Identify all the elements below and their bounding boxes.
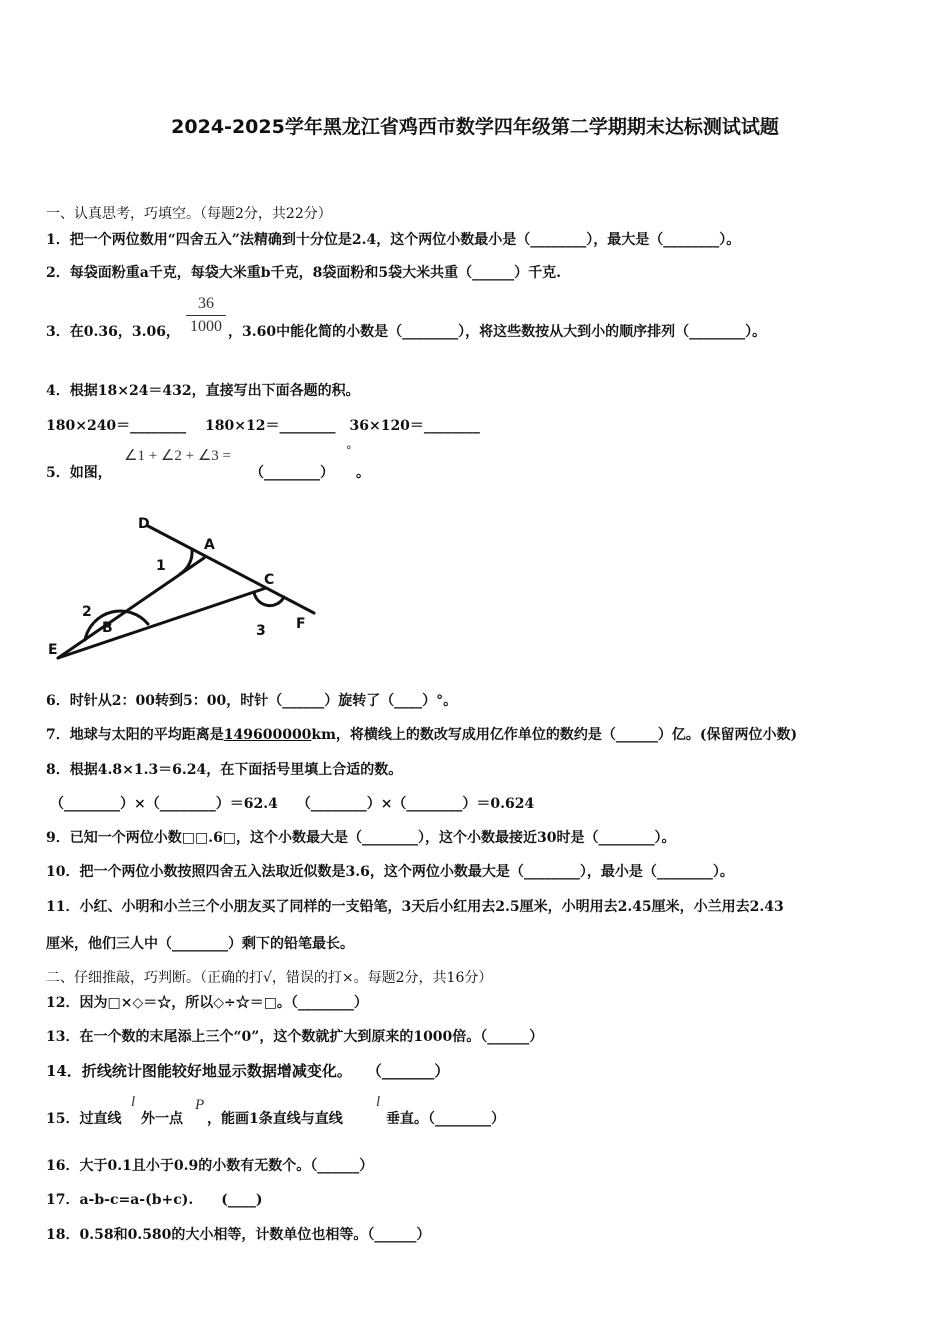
question-18: 18．0.58和0.580的大小相等，计数单位也相等。（______） [46,1227,431,1243]
question-14: 14．折线统计图能较好地显示数据增减变化。 （_______） [46,1062,450,1080]
label-D: D [138,516,150,532]
question-6: 6．时针从2：00转到5：00，时针（______）旋转了（____）°。 [46,693,458,709]
label-angle-3: 3 [256,623,266,639]
question-13: 13．在一个数的末尾添上三个“0”，这个数就扩大到原来的1000倍。（______） [46,1029,544,1045]
question-11-line-1: 11．小红、小明和小兰三个小朋友买了同样的一支铅笔，3天后小红用去2.5厘米，小明用去2.45厘米，小兰用去2.43 [46,899,784,915]
label-F: F [296,616,306,632]
question-5-prefix: 5．如图， [46,465,112,481]
question-11-line-2: 厘米，他们三人中（________）剩下的铅笔最长。 [46,936,354,952]
question-17: 17．a-b-c=a-(b+c). (____) [46,1192,263,1208]
question-4-items: 180×240＝________ 180×12＝________ 36×120＝________ [46,418,480,434]
question-1: 1．把一个两位数用“四舍五入”法精确到十分位是2.4，这个两位小数最小是（________），最大是（________）。 [46,232,741,248]
question-7-prefix: 7．地球与太阳的平均距离是 [46,727,224,743]
question-7-underlined-number: 149600000 [223,727,312,743]
line-EC [58,588,266,658]
question-3-suffix: ，3.60中能化简的小数是（________），将这些数按从大到小的顺序排列（________）。 [228,324,767,340]
fraction-denominator: 1000 [190,318,222,335]
question-10: 10．把一个两位小数按照四舍五入法取近似数是3.6，这个两位小数最大是（________），最小是（________）。 [46,864,734,880]
question-3-prefix: 3．在0.36，3.06， [46,324,180,340]
angle-figure [44,508,334,668]
question-4: 4．根据18×24＝432，直接写出下面各题的积。 [46,383,360,399]
label-B: B [102,620,113,636]
question-2: 2．每袋面粉重a千克，每袋大米重b千克，8袋面粉和5袋大米共重（______）千克. [46,265,561,281]
question-12: 12．因为□×◇＝☆，所以◇÷☆＝□。（________） [46,995,368,1011]
question-15-mid2: ，能画1条直线与直线 [207,1111,343,1127]
section-1-heading: 一、认真思考，巧填空。（每题2分，共22分） [46,206,332,222]
question-8-items: （________）×（________）＝62.4 （________）×（________）＝0.624 [50,796,535,812]
question-15-prefix: 15．过直线 [46,1111,122,1127]
label-angle-1: 1 [156,558,166,574]
question-7 [46,724,797,744]
label-C: C [264,572,275,588]
fraction-bar [186,315,226,316]
question-9: 9．已知一个两位小数□□.6□，这个小数最大是（________），这个小数最接近30时是（________）。 [46,830,676,846]
label-A: A [204,537,215,553]
degree-mark: ° [346,444,352,457]
question-5-blank: （________） [250,465,334,481]
question-15-mid: 外一点 [141,1111,183,1127]
question-7-suffix: km，将横线上的数改写成用亿作单位的数约是（______）亿。(保留两位小数) [311,727,798,743]
angle-sum-expression: ∠1 + ∠2 + ∠3 = [124,448,231,464]
variable-l: l [131,1094,136,1110]
label-angle-2: 2 [82,604,92,620]
question-3-fraction [186,294,226,337]
page-title: 2024-2025学年黑龙江省鸡西市数学四年级第二学期期末达标测试试题 [171,116,779,138]
section-2-heading: 二、仔细推敲，巧判断。（正确的打√，错误的打×。每题2分，共16分） [46,970,493,986]
question-8: 8．根据4.8×1.3＝6.24，在下面括号里填上合适的数。 [46,762,403,778]
variable-p: P [195,1097,205,1113]
question-5-end: 。 [356,465,370,481]
question-16: 16．大于0.1且小于0.9的小数有无数个。（______） [46,1158,374,1174]
angle-2-arc [85,611,148,640]
fraction-numerator: 36 [198,295,214,312]
label-E: E [48,642,58,658]
variable-l-2: l [376,1094,381,1110]
angle-1-arc [180,550,192,574]
question-15-suffix: 垂直。（________） [386,1111,505,1127]
